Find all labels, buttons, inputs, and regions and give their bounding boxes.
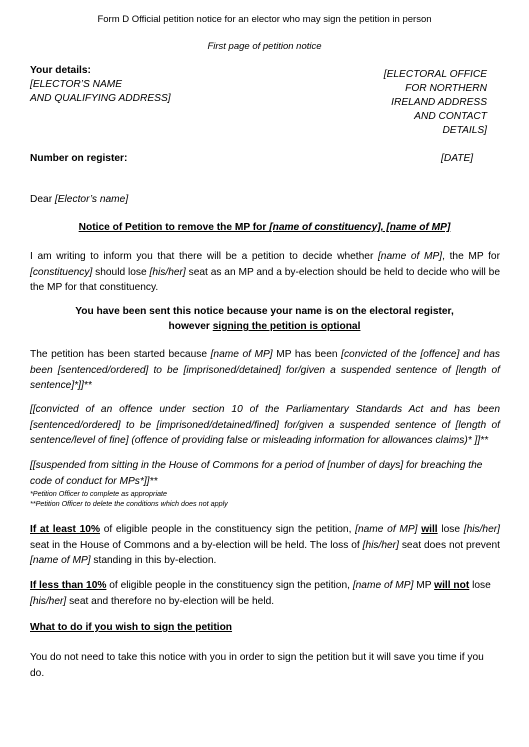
pronoun-placeholder: [his/her] (30, 595, 67, 607)
page-label: First page of petition notice (207, 41, 322, 52)
text: seat and therefore no by-election will be held. (66, 595, 275, 607)
mp-placeholder: [name of MP] (352, 580, 414, 591)
less-than-paragraph (30, 578, 500, 609)
text: seat does not prevent (398, 539, 501, 551)
text: should lose (92, 266, 150, 278)
optional-emphasis: signing the petition is optional (212, 321, 361, 332)
your-details-label: Your details: (30, 65, 91, 76)
mp-placeholder: [name of MP] (210, 349, 273, 360)
conviction-placeholder: [convicted of the [offence] and has been [sentenced/ordered] to be [imprisoned/detained] for/given a suspended sentence of [length of sentence]*]]** (30, 349, 500, 391)
intro-paragraph (30, 249, 500, 296)
office-line: [ELECTORAL OFFICE (383, 69, 487, 80)
will-emphasis: will (421, 524, 438, 535)
text: of eligible people in the constituency sign the petition, (106, 580, 353, 591)
constituency-placeholder: [constituency] (30, 266, 93, 278)
footnote-1: *Petition Officer to complete as appropriate (30, 489, 168, 498)
pronoun-placeholder: [his/her] (362, 539, 399, 551)
text: standing in this by-election. (90, 555, 217, 566)
text: however (168, 321, 213, 332)
notice-title-text: Notice of Petition to remove the MP for (78, 222, 270, 233)
alternative-suspension-paragraph: [[suspended from sitting in the House of Commons for a period of [number of days] for breaching the code of conduct for MPs*]]** (30, 460, 483, 487)
salutation-text: Dear (30, 194, 55, 205)
number-on-register-label: Number on register: (30, 153, 128, 164)
elector-name: [ELECTOR’S NAME (30, 79, 123, 90)
mp-placeholder: [name of MP] (30, 555, 91, 566)
sent-notice-line2 (0, 319, 529, 335)
sent-notice-line1: You have been sent this notice because your name is on the electoral register, (75, 306, 454, 317)
office-line: DETAILS] (442, 125, 487, 136)
mp-placeholder: [name of MP] (377, 251, 443, 262)
text: , the MP for (442, 251, 500, 262)
final-paragraph: You do not need to take this notice with you in order to sign the petition but it will save you time if you do. (30, 652, 484, 679)
at-least-paragraph (30, 522, 500, 569)
threshold-emphasis: If less than 10% (30, 580, 107, 591)
elector-name-placeholder: [Elector’s name] (54, 194, 129, 205)
office-line: IRELAND ADDRESS (391, 97, 487, 108)
office-line: FOR NORTHERN (405, 83, 487, 94)
electoral-office-address (287, 68, 487, 138)
qualifying-address: AND QUALIFYING ADDRESS] (30, 93, 171, 104)
text: seat as an MP and a by-election should be held to decide who will be the MP for that constituency. (30, 266, 500, 293)
text: seat in the House of Commons and a by-election will be held. The loss of (30, 539, 363, 551)
form-title: Form D Official petition notice for an elector who may sign the petition in person (97, 14, 432, 25)
what-to-do-heading: What to do if you wish to sign the petition (30, 622, 233, 633)
text: I am writing to inform you that there will be a petition to decide whether (30, 251, 378, 262)
pronoun-placeholder: [his/her] (149, 266, 186, 278)
mp-placeholder: [name of MP] (355, 524, 418, 535)
threshold-emphasis: If at least 10% (30, 524, 101, 535)
will-not-emphasis: will not (434, 580, 470, 591)
text: lose (469, 580, 491, 591)
salutation (30, 192, 128, 208)
text: lose (437, 524, 464, 535)
office-line: AND CONTACT (414, 111, 487, 122)
text: MP (413, 580, 435, 591)
reason-paragraph (30, 347, 500, 394)
text: of eligible people in the constituency sign the petition, (100, 524, 356, 535)
date-placeholder: [DATE] (441, 153, 474, 164)
notice-title (0, 220, 529, 236)
text: The petition has been started because (30, 349, 211, 360)
your-details (30, 64, 260, 106)
alternative-conviction-paragraph: [[convicted of an offence under section 10 of the Parliamentary Standards Act and has been [sentenced/ordered] to be [imprisoned/detained/fined] for/given a suspended sentence of [length of sentence/level of fine] (offence of providing false or misleading information for allowances claims)* ]]** (30, 404, 500, 446)
constituency-mp-placeholder: [name of constituency], [name of MP] (269, 222, 451, 233)
pronoun-placeholder: [his/her] (463, 524, 500, 535)
footnote-2: **Petition Officer to delete the conditions which does not apply (30, 499, 228, 508)
text: MP has been (272, 349, 342, 360)
